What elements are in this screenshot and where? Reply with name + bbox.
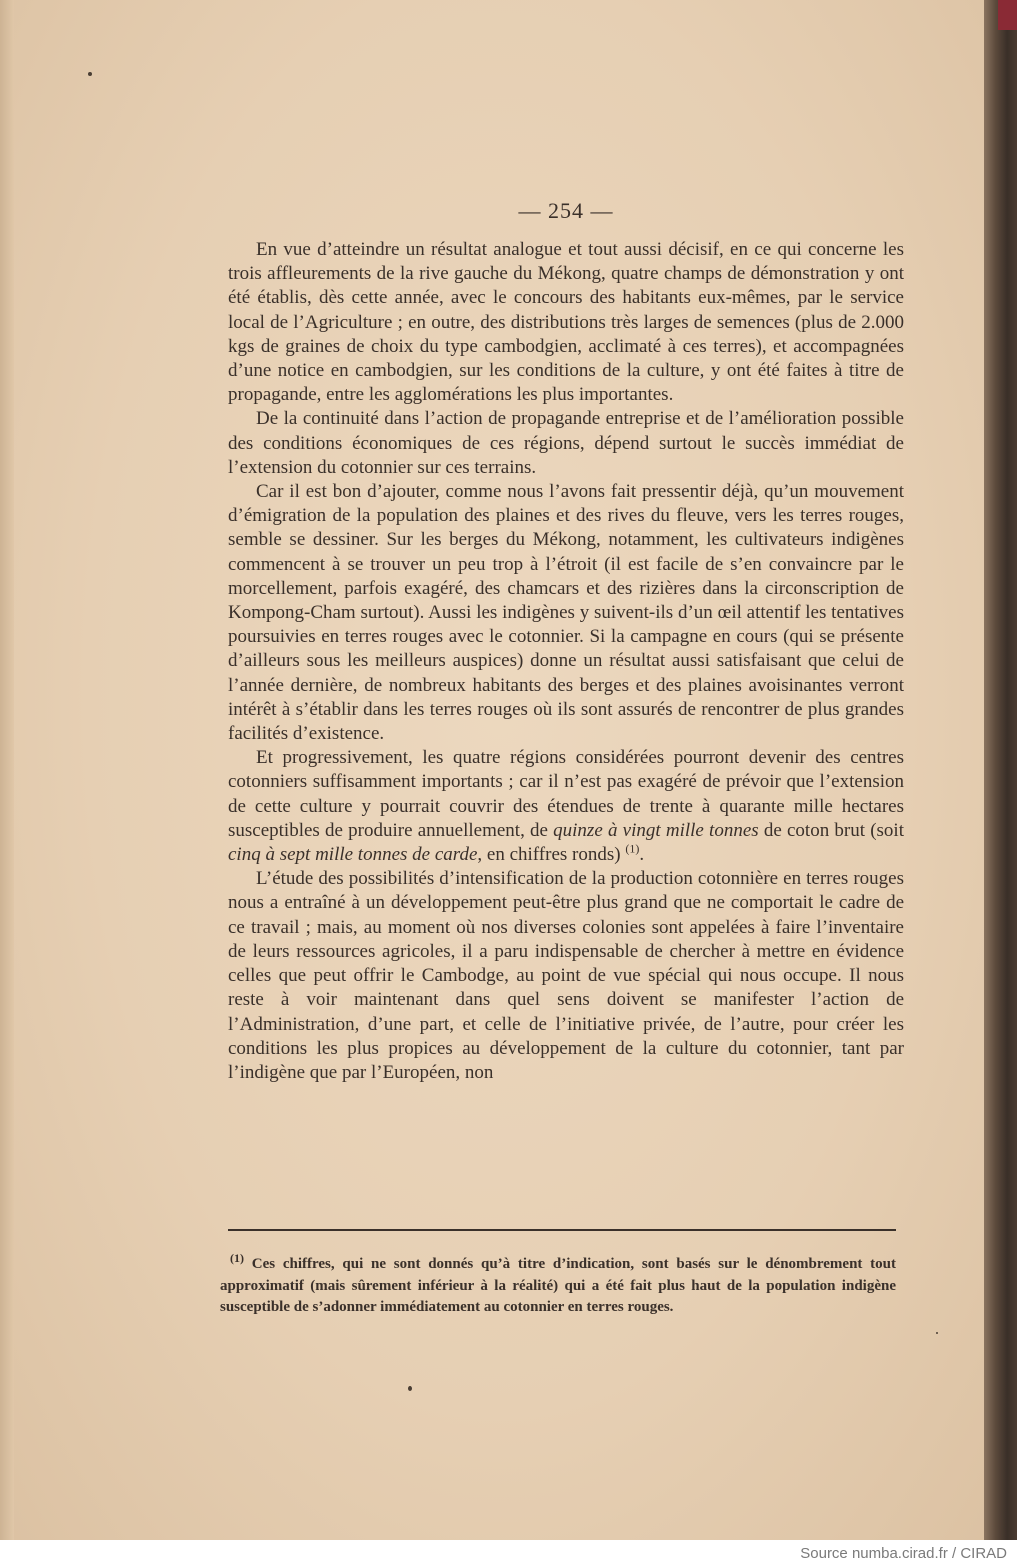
- text-run: .: [639, 844, 645, 866]
- text-run: En vue d’atteindre un résultat analogue et tout aussi décisif, en ce qui concerne les trois affleurements de la rive gauche du Mékong, quatre champs de démonstration y ont été établis, dès cette année, avec le concours des habitants eux-mêmes, par le service local de l’Agriculture ; en outre, des distributions très larges de semences (plus de 2.000 kgs de graines de choix du type cambodgien, acclimaté à ces terres), et accompagnées d’une notice en cambodgien, sur les conditions de la culture, y ont été faites à titre de propagande, entre les agglomérations les plus importantes.: [228, 239, 904, 406]
- paragraph: [228, 407, 904, 480]
- text-run: De la continuité dans l’action de propagande entreprise et de l’amélioration possible des conditions économiques de ces régions, dépend surtout le succès immédiat de l’extension du cotonnier sur ces terrains.: [228, 408, 904, 478]
- paper-speck: [408, 1386, 412, 1391]
- footnote-separator-rule: [228, 1229, 896, 1231]
- page-number: — 254 —: [518, 198, 614, 223]
- footnote: [220, 1251, 896, 1319]
- paper-speck: [88, 72, 92, 76]
- text-run: de coton brut (soit: [758, 819, 904, 841]
- text-run: , en chiffres ronds): [477, 844, 626, 866]
- italic-text: quinze à vingt mille tonnes: [553, 819, 759, 841]
- footnote-marker: (1): [230, 1251, 244, 1265]
- main-text-block: [228, 198, 904, 1085]
- paper-speck: [936, 1332, 938, 1334]
- source-caption: Source numba.cirad.fr / CIRAD: [800, 1545, 1007, 1562]
- book-binding: [984, 0, 1017, 1540]
- text-run: Ces chiffres, qui ne sont donnés qu’à titre d’indication, sont basés sur le dénombrement tout approximatif (mais sûrement inférieur à la réalité) qui a été fait plus haut de la population indigène susceptible de s’adonner immédiatement au cotonnier en terres rouges.: [220, 1256, 896, 1315]
- footnote-marker: (1): [625, 841, 640, 856]
- text-run: Et progressivement, les quatre régions considérées pourront devenir des centres cotonniers suffisamment importants ; car il n’est pas exagéré de prévoir que l’extension de cette culture y pourrait couvrir des étendues de trente à quarante mille hectares susceptibles de produire annuellement, de: [228, 747, 904, 841]
- paragraph: [228, 238, 904, 407]
- page-left-edge: [0, 0, 14, 1540]
- binding-red-cover: [998, 0, 1017, 30]
- body-paragraphs: [228, 238, 904, 1085]
- paragraph: [228, 480, 904, 746]
- paragraph: [228, 867, 904, 1085]
- paragraph: [228, 746, 904, 867]
- italic-text: cinq à sept mille tonnes de carde: [228, 844, 478, 866]
- text-run: L’étude des possibilités d’intensification de la production cotonnière en terres rouges nous a entraîné à un développement peut-être plus grand que ne comportait le cadre de ce travail ; mais, au moment où nos diverses colonies sont appelées à faire l’inventaire de leurs ressources agricoles, il a paru indispensable de chercher à mettre en évidence celles que peut offrir le Cambodge, au point de vue spécial qui nous occupe. Il nous reste à voir maintenant dans quel sens doivent se manifester l’action de l’Administration, d’une part, et celle de l’initiative privée, de l’autre, pour créer les conditions les plus propices au développement de la culture du cotonnier, tant par l’indigène que par l’Européen, non: [228, 868, 904, 1083]
- text-run: Car il est bon d’ajouter, comme nous l’avons fait pressentir déjà, qu’un mouvement d’émigration de la population des plaines et des rives du fleuve, vers les terres rouges, semble se dessiner. Sur les berges du Mékong, notamment, les cultivateurs indigènes commencent à se trouver un peu trop à l’étroit (il est facile de s’en convaincre par le morcellement, parfois exagéré, des chamcars et des rizières dans la circonscription de Kompong-Cham surtout). Aussi les indigènes y suivent-ils d’un œil attentif les tentatives poursuivies en terres rouges avec le cotonnier. Si la campagne en cours (qui se présente d’ailleurs sous les meilleurs auspices) donne un résultat aussi satisfaisant que celui de l’année dernière, de nombreux habitants des berges et des plaines avoisinantes verront intérêt à s’établir dans les terres rouges où ils sont assurés de rencontrer de plus grandes facilités d’existence.: [228, 481, 904, 745]
